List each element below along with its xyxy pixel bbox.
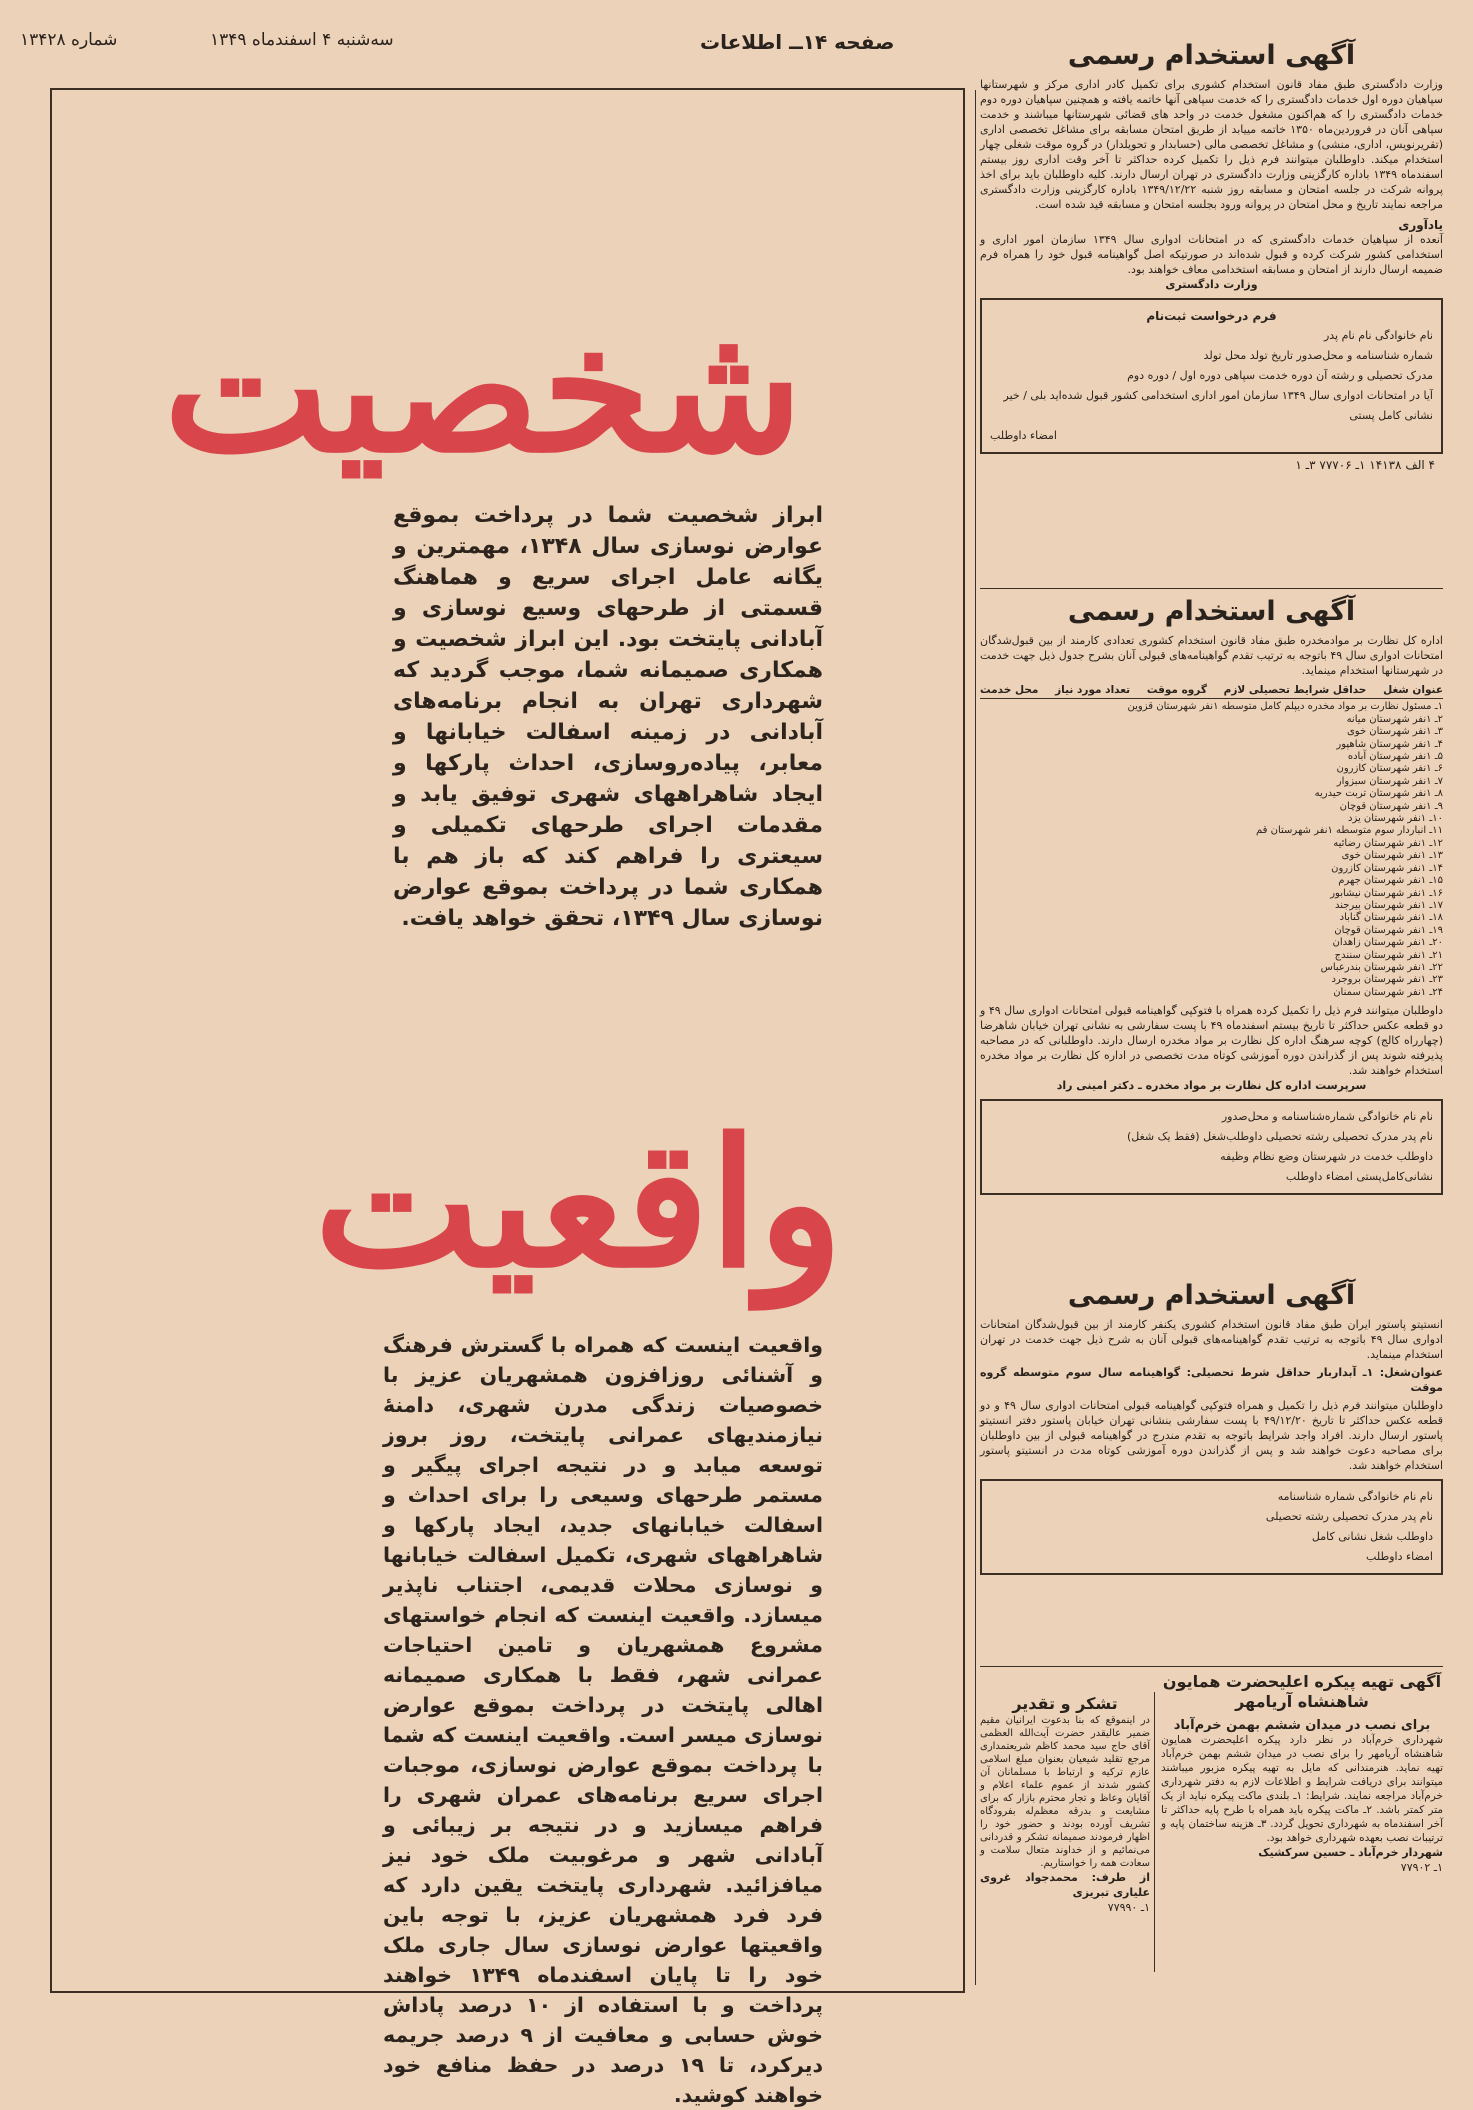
ad-code: ۴ الف ۱۴۱۳۸ ۱ـ ۷۷۷۰۶ ۳ـ ۱ (1295, 458, 1435, 472)
table-row: ۱۲ـ ۱نفر شهرستان رضائیه (1333, 837, 1443, 849)
headline-reality: واقعیت (314, 1100, 843, 1307)
notice-body: انستیتو پاستور ایران طبق مفاد قانون استخدام کشوری یکنفر کارمند از بین قبول‌شدگان امتحانات ادواری سال ۴۹ باتوجه به ترتیب تقدم گواهینامه‌های قبولی آنان به شرح ذیل جهت خدمت در تهران استخدام مینماید. (980, 1318, 1443, 1361)
header-date: سه‌شنبه ۴ اسفندماه ۱۳۴۹ (210, 30, 394, 50)
table-row: ۹ـ ۱نفر شهرستان قوچان (1339, 800, 1443, 812)
note-body: آنعده از سپاهیان خدمات دادگستری که در امتحانات ادواری سال ۱۳۴۹ سازمان امور اداری و استخدامی کشور شرکت کرده و قبول شده‌اند در صورتیکه اصل گواهینامه قبول خود را همراه فرم ضمیمه ارسال دارند از امتحان و مسابقه استخدامی معاف خواهند بود. (980, 233, 1443, 276)
note-title: یادآوری (1398, 218, 1443, 232)
col-header: گروه موقت (1146, 684, 1207, 696)
form-row: آیا در امتحانات ادواری سال ۱۳۴۹ سازمان امور اداری استخدامی کشور قبول شده‌اید بلی / خیر (1003, 389, 1433, 402)
notice-body: وزارت دادگستری طبق مفاد قانون استخدام کشوری برای تکمیل کادر اداری مرکز و شهرستانها سپاهیان دوره اول خدمات دادگستری را که خدمت سپاهی آنها خاتمه یافته و همچنین سپاهیان دوره دوم خدمات دادگستری را که هم‌اکنون مشغول خدمت در واحد های قضائی شهرستانها میباشند و خدمت سپاهی آنان در فروردین‌ماه ۱۳۵۰ خاتمه مییابد از طریق امتحان مسابقه برای مشاغل تخصصی اداری (تقریرنویس، اداری، منشی) و مشاغل تخصصی مالی (حسابدار و تحویلدار) در گروه موقت شغلی چهار استخدام میکند. داوطلبان میتوانند فرم ذیل را تکمیل کرده حداکثر تا آخر وقت اداری روز بیستم اسفندماه ۱۳۴۹ باداره کارگزینی وزارت دادگستری در تهران ارسال دارند. کلیه داوطلبان باید برای اخذ پروانه شرکت در جلسه امتحان و مسابقه روز شنبه ۱۳۴۹/۱۲/۲۲ باداره کارگزینی وزارت دادگستری مراجعه نمایند تاریخ و محل امتحان در پروانه ورود بجلسه امتحان و مسابقه قید شده است. (980, 78, 1444, 211)
job-line: عنوان‌شغل: ۱ـ آبداربار حداقل شرط تحصیلی: گواهینامه سال سوم متوسطه گروه موقت (980, 1366, 1444, 1394)
thanks-notice (980, 1672, 1150, 1915)
table-row: ۱۸ـ ۱نفر شهرستان گناباد (1339, 912, 1443, 924)
form-row: نام نام خانوادگی شماره‌شناسنامه و محل‌صدور (1221, 1110, 1433, 1124)
notice-title: آگهی استخدام رسمی (1067, 596, 1356, 627)
employment-notice-justice (980, 40, 1443, 472)
table-row: ۱۹ـ ۱نفر شهرستان قوچان (1334, 924, 1443, 936)
form-title: فرم درخواست ثبت‌نام (1146, 309, 1277, 323)
table-row: ۱۳ـ ۱نفر شهرستان خوی (1341, 850, 1443, 862)
page-label: صفحه ۱۴ــ اطلاعات (700, 30, 895, 54)
form-row: داوطلب شغل نشانی کامل (1311, 1530, 1433, 1543)
form-row: نام خانوادگی نام نام پدر (1323, 329, 1433, 342)
advert-paragraph-1: ابراز شخصیت شما در پرداخت بموقع عوارض نوسازی سال ۱۳۴۸، مهمترین و یگانه عامل اجرای سریع و هماهنگ قسمتی از طرحهای وسیع نوسازی و آبادانی پایتخت بود. این ابراز شخصیت و همکاری صمیمانه شما، موجب گردید که شهرداری تهران به انجام برنامه‌های آبادانی در زمینه اسفالت خیابانها و معابر، پیاده‌روسازی، احداث پارکها و ایجاد شاهراههای شهری توفیق یابد و مقدمات اجرای طرحهای تکمیلی و سیعتری را فراهم کند که باز هم با همکاری شما در پرداخت بموقع عوارض نوسازی سال ۱۳۴۹، تحقق خواهد یافت. (393, 503, 823, 931)
employment-notice-narcotics (980, 596, 1443, 1195)
table-row: ۷ـ ۱نفر شهرستان سبزوار (1336, 775, 1443, 787)
advert-paragraph-2: واقعیت اینست که همراه با گسترش فرهنگ و آشنائی روزافزون همشهریان عزیز با خصوصیات زندگی مدرن شهری، دامنهٔ نیازمندیهای عمرانی پایتخت، روز بروز توسعه میابد و در نتیجه اجرای پیگیر و مستمر طرحهای وسیعی را برای احداث و اسفالت خیابانهای جدید، ایجاد پارکها و شاهراههای شهری، تکمیل اسفالت خیابانها و نوسازی محلات قدیمی، اجتناب ناپذیر میسازد. واقعیت اینست که انجام خواستهای مشروع همشهریان و تامین احتیاجات عمرانی شهر، فقط با همکاری صمیمانه اهالی پایتخت در پرداخت بموقع عوارض نوسازی میسر است. واقعیت اینست که شما با پرداخت بموقع عوارض نوسازی، موجبات اجرای سریع برنامه‌های عمران شهری را فراهم میسازید و در نتیجه بر زیبائی و آبادانی شهر و مرغوبیت ملک خود نیز میافزائید. شهرداری پایتخت یقین دارد که فرد فرد همشهریان عزیز، با توجه باین واقعیتها عوارض نوسازی سال جاری ملک خود را تا پایان اسفندماه ۱۳۴۹ خواهند پرداخت و با استفاده از ۱۰ درصد پاداش خوش حسابی و معافیت از ۹ درصد جریمه دیرکرد، تا ۱۹ درصد در حفظ منافع خود خواهند کوشید. (383, 1333, 823, 2107)
notice-body: در اینموقع که بنا بدعوت ایرانیان مقیم ضمیر عالیقدر حضرت آیت‌الله العظمی آقای حاج سید محمد کاظم شریعتمداری مرجع تقلید شیعیان بعنوان مبلغ اسلامی عازم ترکیه و ارتباط با مسلمانان آن کشور شدند از عموم علماء اعلام و آقایان وعاظ و تجار محترم بازار که برای مشایعت و بدرقه معظم‌له بفرودگاه تشریف آورده بودند و حضور خود را اظهار فرمودند صمیمانه تشکر و قدردانی می‌نمائیم و از خداوند متعال سلامت و سعادت همه را خواستاریم. (980, 1715, 1150, 1869)
table-row: ۸ـ ۱نفر شهرستان تربت حیدریه (1314, 788, 1443, 800)
form-row: نام پدر مدرک تحصیلی رشته تحصیلی داوطلب‌شغل (فقط یک شغل) (1127, 1130, 1433, 1144)
table-row: ۶ـ ۱نفر شهرستان کازرون (1336, 763, 1443, 775)
jobs-table (980, 684, 1443, 999)
form-row: نشانی کامل پستی (1349, 409, 1433, 422)
divider (980, 1666, 1443, 1667)
col-header: عنوان شغل (1383, 684, 1443, 696)
form-row: مدرک تحصیلی و رشته آن دوره خدمت سپاهی دوره اول / دوره دوم (1127, 369, 1433, 382)
form-row: شماره شناسنامه و محل‌صدور تاریخ تولد محل تولد (1203, 349, 1433, 362)
table-row: ۲۴ـ ۱نفر شهرستان سمنان (1333, 986, 1443, 998)
column-divider (975, 90, 976, 1985)
notice-body: اداره کل نظارت بر موادمخدره طبق مفاد قانون استخدام کشوری تعدادی کارمند از بین قبول‌شدگان امتحانات ادواری سال ۴۹ باتوجه به ترتیب تقدم گواهینامه‌های قبولی آنان بشرح جدول ذیل جهت خدمت در شهرستانها استخدام مینماید. (980, 634, 1443, 677)
table-row: ۵ـ ۱نفر شهرستان آباده (1347, 751, 1443, 763)
notice-footer: داوطلبان میتوانند فرم ذیل را تکمیل و همراه فتوکپی گواهینامه قبولی امتحانات ادواری سال ۴۹ و دو قطعه عکس حداکثر تا تاریخ ۴۹/۱۲/۲۰ با پست سفارشی بنشانی تهران خیابان پاستور دفتر انستیتو پاستور ارسال دارند. افراد واجد شرایط باتوجه به تقدم مندرج در گواهینامه قبولی از بین داوطلبان برای مصاحبه دعوت خواهند شد و پس از گذراندن دوره آموزشی کوتاه مدت در انستیتو پاستور استخدام خواهند شد. (980, 1399, 1444, 1472)
table-row: ۴ـ ۱نفر شهرستان شاهپور (1336, 738, 1443, 750)
municipality-advert (50, 88, 965, 2107)
form-row: نام پدر مدرک تحصیلی رشته تحصیلی (1265, 1510, 1433, 1523)
application-form (980, 1479, 1443, 1575)
notice-title: آگهی استخدام رسمی (1067, 1280, 1356, 1311)
bottom-notices (980, 1672, 1443, 1982)
notice-footer: داوطلبان میتوانند فرم ذیل را تکمیل کرده همراه با فتوکپی گواهینامه قبولی امتحانات ادواری سال ۴۹ و دو قطعه عکس حداکثر تا تاریخ بیستم اسفندماه ۴۹ با پست سفارشی به نشانی تهران خیابان شاهرضا (چهارراه کالج) کوچه سرهنگ اداره کل نظارت بر مواد مخدره ارسال دارند. داوطلبانی که در مصاحبه پذیرفته شوند پس از گذراندن دوره آموزشی کوتاه مدت تخصصی در اداره کل نظارت بر مواد مخدره استخدام خواهند شد. (980, 1004, 1444, 1078)
table-row: ۱۴ـ ۱نفر شهرستان کازرون (1331, 862, 1443, 874)
notice-body: شهرداری خرم‌آباد در نظر دارد پیکره اعلیحضرت همایون شاهنشاه آریامهر را برای نصب در میدان ششم بهمن خرم‌آباد تهیه نماید. هنرمندانی که مایل به تهیه پیکره مزبور میباشند میتوانند برای دریافت شرایط و اطلاعات لازم به دفتر شهرداری خرم‌آباد مراجعه نمایند. شرایط: ۱ـ بلندی ماکت پیکره نباید از یک متر کمتر باشد. ۲ـ ماکت پیکره باید همراه با طرح پایه حداکثر تا آخر اسفندماه به شهرداری تحویل گردد. ۳ـ هزینه ساختمان پایه و ترتیبات نصب بعهده شهرداری خواهد بود. (1161, 1734, 1444, 1844)
notice-signature: وزارت دادگستری (1165, 278, 1258, 291)
table-row: ۱۰ـ ۱نفر شهرستان یزد (1348, 813, 1443, 825)
notice-signature: از طرف: محمدجواد غروی علیاری تبریزی (980, 1871, 1150, 1899)
form-row: امضاء داوطلب (1366, 1550, 1433, 1563)
form-row: داوطلب خدمت در شهرستان وضع نظام وظیفه (1220, 1150, 1433, 1164)
table-row: ۱ـ مسئول نظارت بر مواد مخدره دیپلم کامل متوسطه ۱نفر شهرستان قزوین (1127, 701, 1443, 713)
divider (1154, 1692, 1155, 1972)
notice-title: آگهی تهیه پیکره اعلیحضرت همایون شاهنشاه آریامهر (1162, 1672, 1442, 1711)
notice-signature: شهردار خرم‌آباد ـ حسین سرکشیک (1258, 1846, 1443, 1859)
notice-subtitle: برای نصب در میدان ششم بهمن خرم‌آباد (1173, 1718, 1431, 1733)
col-header: حداقل شرایط تحصیلی لازم (1223, 684, 1367, 696)
statue-notice (1161, 1672, 1443, 1875)
table-row: ۲ـ ۱نفر شهرستان میانه (1346, 713, 1443, 725)
col-header: تعداد مورد نیاز (1055, 684, 1131, 696)
table-row: ۳ـ ۱نفر شهرستان خوی (1346, 726, 1443, 738)
table-row: ۱۶ـ ۱نفر شهرستان نیشابور (1330, 887, 1443, 899)
table-row: ۱۱ـ انباردار سوم متوسطه ۱نفر شهرستان قم (1256, 825, 1443, 837)
ad-code: ۱ـ ۷۷۹۹۰ (1107, 1901, 1150, 1914)
registration-form (980, 298, 1443, 454)
table-row: ۲۰ـ ۱نفر شهرستان زاهدان (1332, 937, 1443, 949)
ad-code: ۱ـ ۷۷۹۰۲ (1400, 1861, 1443, 1874)
notice-title: تشکر و تقدیر (1012, 1694, 1118, 1713)
application-form (980, 1099, 1443, 1195)
table-row: ۲۳ـ ۱نفر شهرستان بروجرد (1331, 974, 1443, 986)
form-row: امضاء داوطلب (990, 429, 1057, 442)
divider (980, 588, 1443, 589)
headline-personality: شخصیت (163, 285, 803, 492)
table-row: ۱۵ـ ۱نفر شهرستان جهرم (1338, 875, 1443, 887)
issue-number: شماره ۱۳۴۲۸ (20, 30, 118, 50)
notice-title: آگهی استخدام رسمی (1067, 40, 1356, 71)
table-header (980, 684, 1443, 699)
table-row: ۲۱ـ ۱نفر شهرستان سنندج (1334, 949, 1443, 961)
notice-signature: سرپرست اداره کل نظارت بر مواد مخدره ـ دکتر امینی راد (1056, 1079, 1367, 1093)
form-row: نشانی‌کامل‌پستی امضاء داوطلب (1285, 1170, 1433, 1184)
table-row: ۲۲ـ ۱نفر شهرستان بندرعباس (1320, 961, 1443, 973)
col-header: محل خدمت (980, 684, 1039, 696)
table-row: ۱۷ـ ۱نفر شهرستان بیرجند (1334, 899, 1443, 911)
employment-notice-pasteur (980, 1280, 1443, 1575)
form-row: نام نام خانوادگی شماره شناسنامه (1277, 1490, 1433, 1503)
